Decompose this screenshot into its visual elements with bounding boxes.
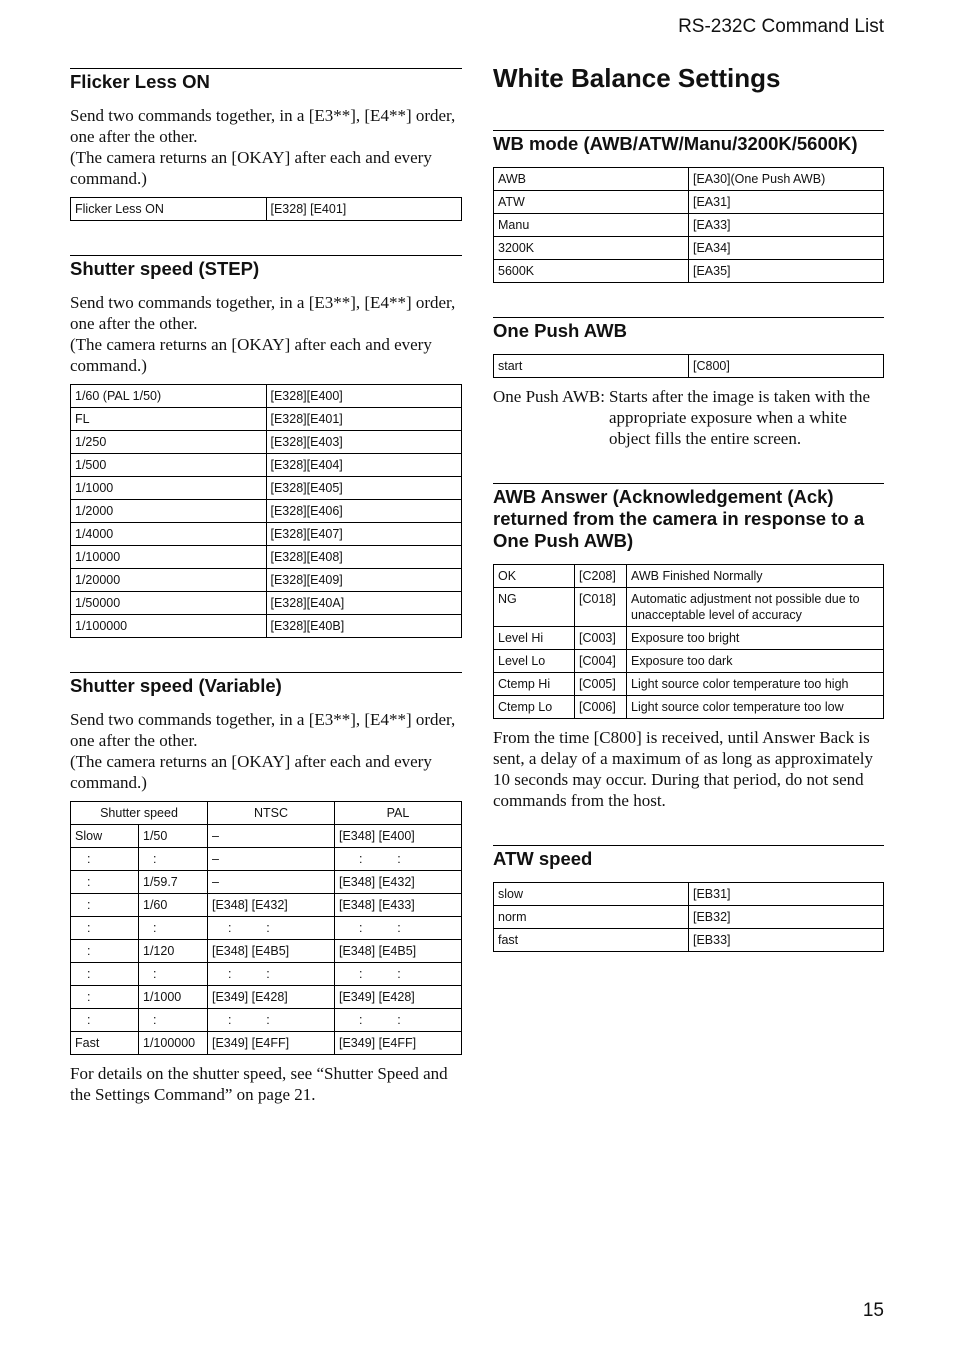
table-cell: start xyxy=(494,355,689,378)
table-cell: – xyxy=(208,871,335,894)
table-cell: : xyxy=(71,917,139,940)
table-cell: [E348] [E432] xyxy=(208,894,335,917)
table-cell: : xyxy=(71,848,139,871)
table-row xyxy=(71,871,462,894)
table-cell: : xyxy=(71,1009,139,1032)
shutter-variable-para1: Send two commands together, in a [E3**], [E4**] order, one after the other. xyxy=(70,710,456,750)
table-cell: 1/120 xyxy=(139,940,208,963)
table-cell: Flicker Less ON xyxy=(71,198,267,221)
table-cell: [E348] [E400] xyxy=(335,825,462,848)
description-label: One Push AWB: xyxy=(493,387,605,406)
table-cell: Ctemp Hi xyxy=(494,673,575,696)
table-cell: Level Hi xyxy=(494,627,575,650)
table-row xyxy=(494,696,884,719)
table-row xyxy=(71,825,462,848)
wb-mode-section xyxy=(493,130,884,283)
running-header: RS-232C Command List xyxy=(678,16,884,37)
page-number: 15 xyxy=(862,1300,884,1321)
table-cell: [E328] [E401] xyxy=(266,198,462,221)
table-cell: Automatic adjustment not possible due to unacceptable level of accuracy xyxy=(627,588,884,627)
shutter-step-para1: Send two commands together, in a [E3**], [E4**] order, one after the other. xyxy=(70,293,456,333)
awb-answer-heading: AWB Answer (Acknowledgement (Ack) returned from the camera in response to a One Push AWB) xyxy=(493,483,884,552)
table-cell: [E349] [E428] xyxy=(335,986,462,1009)
table-cell: [E328][E40B] xyxy=(266,615,462,638)
atw-speed-section xyxy=(493,845,884,952)
table-cell: 1/60 (PAL 1/50) xyxy=(71,385,267,408)
table-cell: [E328][E40A] xyxy=(266,592,462,615)
one-push-awb-description xyxy=(493,386,884,449)
table-row xyxy=(494,260,884,283)
table-cell: [EA30](One Push AWB) xyxy=(689,168,884,191)
table-cell: Exposure too dark xyxy=(627,650,884,673)
shutter-step-table xyxy=(70,384,462,638)
table-cell: : : xyxy=(335,848,462,871)
awb-answer-table xyxy=(493,564,884,719)
table-cell: [C004] xyxy=(575,650,627,673)
table-cell: [EB33] xyxy=(689,929,884,952)
table-row xyxy=(71,198,462,221)
table-cell: AWB xyxy=(494,168,689,191)
table-cell: : xyxy=(139,1009,208,1032)
table-row xyxy=(71,408,462,431)
column-header: Shutter speed xyxy=(71,802,208,825)
table-cell: 1/100000 xyxy=(71,615,267,638)
table-cell: : : xyxy=(208,1009,335,1032)
table-row xyxy=(494,191,884,214)
table-cell: : xyxy=(139,917,208,940)
flicker-less-section xyxy=(70,68,462,221)
shutter-variable-footer: For details on the shutter speed, see “Shutter Speed and the Settings Command” on page 21. xyxy=(70,1064,448,1104)
table-row xyxy=(494,883,884,906)
table-cell: Fast xyxy=(71,1032,139,1055)
table-cell: : xyxy=(139,963,208,986)
wb-mode-heading: WB mode (AWB/ATW/Manu/3200K/5600K) xyxy=(493,130,884,155)
table-row xyxy=(494,650,884,673)
shutter-variable-section xyxy=(70,672,462,1105)
column-header: PAL xyxy=(335,802,462,825)
table-cell: 1/59.7 xyxy=(139,871,208,894)
table-cell: Manu xyxy=(494,214,689,237)
table-cell: : xyxy=(71,963,139,986)
table-row xyxy=(71,546,462,569)
table-cell: : : xyxy=(335,963,462,986)
table-cell: Level Lo xyxy=(494,650,575,673)
table-cell: Ctemp Lo xyxy=(494,696,575,719)
table-cell: [EA31] xyxy=(689,191,884,214)
table-cell: : : xyxy=(208,963,335,986)
table-cell: 1/50000 xyxy=(71,592,267,615)
table-cell: 1/1000 xyxy=(71,477,267,500)
table-cell: [E349] [E428] xyxy=(208,986,335,1009)
table-cell: [EA34] xyxy=(689,237,884,260)
table-row xyxy=(494,929,884,952)
one-push-awb-section xyxy=(493,317,884,449)
table-row xyxy=(71,986,462,1009)
table-cell: [E328][E409] xyxy=(266,569,462,592)
table-cell: 1/20000 xyxy=(71,569,267,592)
table-row xyxy=(494,355,884,378)
table-cell: : xyxy=(71,986,139,1009)
column-header: NTSC xyxy=(208,802,335,825)
table-cell: [E349] [E4FF] xyxy=(335,1032,462,1055)
page-title: White Balance Settings xyxy=(493,63,781,93)
table-row xyxy=(494,588,884,627)
table-cell: [E328][E400] xyxy=(266,385,462,408)
table-cell: : : xyxy=(335,917,462,940)
table-cell: : xyxy=(71,940,139,963)
table-cell: [E328][E405] xyxy=(266,477,462,500)
table-cell: [E328][E403] xyxy=(266,431,462,454)
flicker-less-table xyxy=(70,197,462,221)
flicker-less-para1: Send two commands together, in a [E3**], [E4**] order, one after the other. xyxy=(70,106,456,146)
table-cell: Light source color temperature too high xyxy=(627,673,884,696)
table-cell: 1/500 xyxy=(71,454,267,477)
table-cell: [E328][E408] xyxy=(266,546,462,569)
table-row xyxy=(494,565,884,588)
table-cell: [C800] xyxy=(689,355,884,378)
table-cell: AWB Finished Normally xyxy=(627,565,884,588)
table-row xyxy=(71,592,462,615)
table-cell: 1/50 xyxy=(139,825,208,848)
table-row xyxy=(494,906,884,929)
table-row xyxy=(71,1009,462,1032)
table-row xyxy=(71,500,462,523)
table-cell: 1/10000 xyxy=(71,546,267,569)
table-cell: fast xyxy=(494,929,689,952)
table-cell: [C208] xyxy=(575,565,627,588)
table-cell: [E328][E401] xyxy=(266,408,462,431)
table-cell: FL xyxy=(71,408,267,431)
atw-speed-heading: ATW speed xyxy=(493,845,884,870)
table-cell: ATW xyxy=(494,191,689,214)
table-row xyxy=(71,385,462,408)
table-cell: [E349] [E4FF] xyxy=(208,1032,335,1055)
table-row xyxy=(71,523,462,546)
table-cell: [E348] [E432] xyxy=(335,871,462,894)
table-cell: [EA33] xyxy=(689,214,884,237)
table-cell: [E348] [E4B5] xyxy=(335,940,462,963)
one-push-awb-table xyxy=(493,354,884,378)
table-row xyxy=(71,963,462,986)
table-cell: [E328][E404] xyxy=(266,454,462,477)
table-cell: [EA35] xyxy=(689,260,884,283)
flicker-less-heading: Flicker Less ON xyxy=(70,68,462,93)
table-cell: – xyxy=(208,825,335,848)
left-column xyxy=(70,68,462,1139)
table-cell: Slow xyxy=(71,825,139,848)
table-row xyxy=(71,454,462,477)
table-cell: : xyxy=(71,871,139,894)
table-cell: 1/60 xyxy=(139,894,208,917)
table-cell: 3200K xyxy=(494,237,689,260)
table-cell: 1/1000 xyxy=(139,986,208,1009)
table-cell: [E348] [E4B5] xyxy=(208,940,335,963)
table-cell: [E328][E406] xyxy=(266,500,462,523)
flicker-less-para2: (The camera returns an [OKAY] after each and every command.) xyxy=(70,148,432,188)
description-text: Starts after the image is taken with the appropriate exposure when a white object fills the entire screen. xyxy=(608,387,871,448)
table-row xyxy=(71,477,462,500)
table-cell: Exposure too bright xyxy=(627,627,884,650)
table-cell: [E348] [E433] xyxy=(335,894,462,917)
table-row xyxy=(71,848,462,871)
table-cell: OK xyxy=(494,565,575,588)
shutter-step-para2: (The camera returns an [OKAY] after each and every command.) xyxy=(70,335,432,375)
atw-speed-table xyxy=(493,882,884,952)
table-cell: 1/250 xyxy=(71,431,267,454)
table-row xyxy=(494,237,884,260)
table-cell: 1/4000 xyxy=(71,523,267,546)
table-cell: [C005] xyxy=(575,673,627,696)
table-cell: 5600K xyxy=(494,260,689,283)
table-cell: : xyxy=(139,848,208,871)
table-cell: slow xyxy=(494,883,689,906)
table-cell: – xyxy=(208,848,335,871)
table-cell: : : xyxy=(335,1009,462,1032)
table-row xyxy=(71,431,462,454)
shutter-variable-para2: (The camera returns an [OKAY] after each and every command.) xyxy=(70,752,432,792)
table-row xyxy=(494,673,884,696)
table-row xyxy=(494,627,884,650)
shutter-step-section xyxy=(70,255,462,638)
table-row xyxy=(494,214,884,237)
table-cell: norm xyxy=(494,906,689,929)
table-row xyxy=(71,569,462,592)
table-cell: : xyxy=(71,894,139,917)
table-row xyxy=(71,917,462,940)
table-row xyxy=(71,894,462,917)
table-cell: 1/2000 xyxy=(71,500,267,523)
table-cell: [E328][E407] xyxy=(266,523,462,546)
table-cell: Light source color temperature too low xyxy=(627,696,884,719)
shutter-step-heading: Shutter speed (STEP) xyxy=(70,255,462,280)
shutter-variable-heading: Shutter speed (Variable) xyxy=(70,672,462,697)
one-push-awb-heading: One Push AWB xyxy=(493,317,884,342)
table-cell: [EB31] xyxy=(689,883,884,906)
right-column xyxy=(493,62,884,986)
table-cell: 1/100000 xyxy=(139,1032,208,1055)
table-cell: [C003] xyxy=(575,627,627,650)
table-row xyxy=(71,940,462,963)
wb-mode-table xyxy=(493,167,884,283)
table-row xyxy=(71,1032,462,1055)
table-header-row xyxy=(71,802,462,825)
awb-answer-footer: From the time [C800] is received, until Answer Back is sent, a delay of a maximum of as long as approximately 10 seconds may occur. During that period, do not send commands from the host. xyxy=(493,728,874,810)
table-row xyxy=(494,168,884,191)
table-cell: [C018] xyxy=(575,588,627,627)
table-row xyxy=(71,615,462,638)
table-cell: [EB32] xyxy=(689,906,884,929)
awb-answer-section xyxy=(493,483,884,811)
table-cell: [C006] xyxy=(575,696,627,719)
table-cell: : : xyxy=(208,917,335,940)
table-cell: NG xyxy=(494,588,575,627)
shutter-variable-table xyxy=(70,801,462,1055)
